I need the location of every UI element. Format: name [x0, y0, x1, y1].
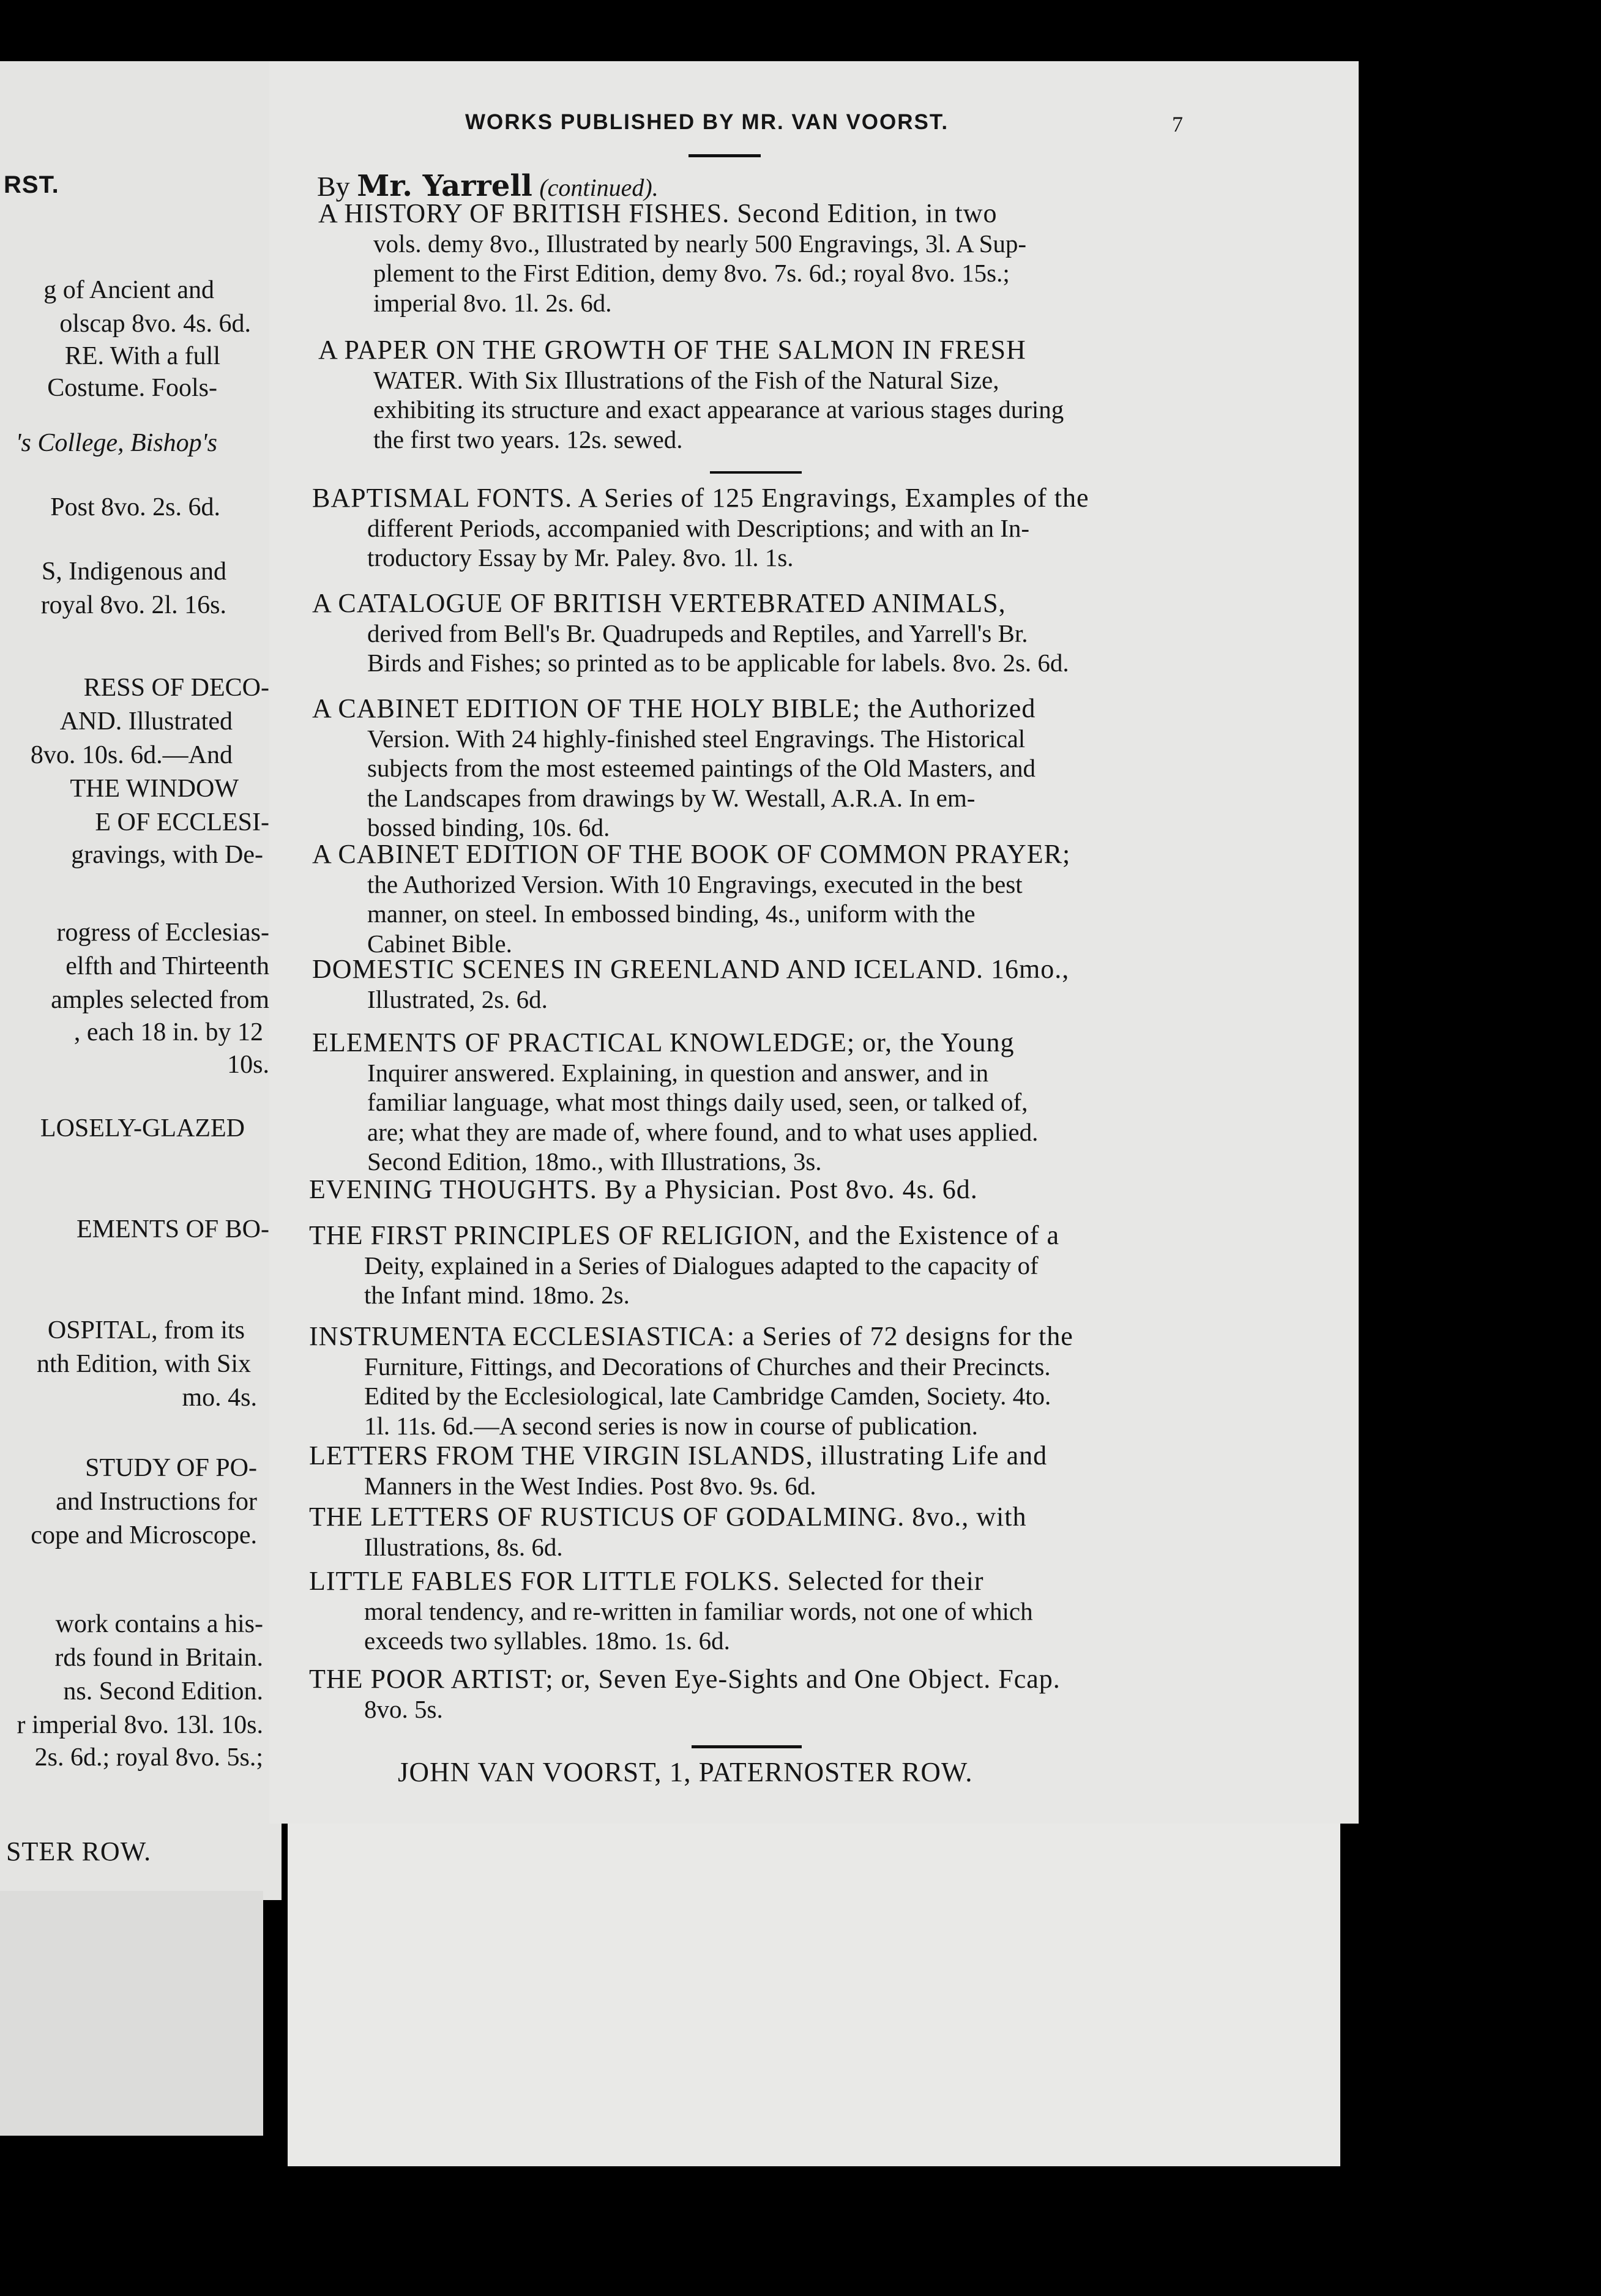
- entry-text-line: derived from Bell's Br. Quadrupeds and Reptiles, and Yarrell's Br.: [367, 619, 1028, 647]
- catalogue-entry: [309, 1322, 1175, 1441]
- catalogue-entry: [309, 1441, 1175, 1500]
- left-text-line: and Instructions for: [56, 1488, 257, 1516]
- left-page: [0, 61, 282, 1900]
- left-text-line: E OF ECCLESI-: [95, 808, 269, 837]
- left-text-line: 's College, Bishop's: [15, 429, 217, 457]
- left-running-head: RST.: [4, 171, 59, 198]
- entry-text-line: are; what they are made of, where found, and to what uses applied.: [367, 1117, 1039, 1146]
- left-text-line: elfth and Thirteenth: [65, 952, 269, 980]
- left-text-line: 8vo. 10s. 6d.—And: [30, 741, 233, 769]
- entry-title-line: A CABINET EDITION OF THE BOOK OF COMMON PRAYER;: [312, 839, 1071, 869]
- publisher-imprint: JOHN VAN VOORST, 1, PATERNOSTER ROW.: [398, 1757, 973, 1787]
- entry-text-line: exceeds two syllables. 18mo. 1s. 6d.: [364, 1627, 730, 1655]
- section-rule: [710, 471, 802, 474]
- entry-text-line: Inquirer answered. Explaining, in question and answer, and in: [367, 1058, 989, 1087]
- catalogue-entry: [312, 694, 1175, 843]
- right-page-lower-sheet: [288, 1824, 1340, 2166]
- entry-text-line: imperial 8vo. 1l. 2s. 6d.: [373, 288, 612, 317]
- entry-title-line: A CATALOGUE OF BRITISH VERTEBRATED ANIMALS,: [312, 588, 1006, 618]
- entry-title-line: ELEMENTS OF PRACTICAL KNOWLEDGE; or, the Young: [312, 1027, 1015, 1057]
- catalogue-entry: [309, 1221, 1175, 1310]
- entry-text-line: moral tendency, and re-written in familiar words, not one of which: [364, 1597, 1033, 1625]
- entry-text-line: the Landscapes from drawings by W. Westall, A.R.A. In em-: [367, 783, 976, 812]
- entry-text-line: Illustrated, 2s. 6d.: [367, 985, 548, 1013]
- author-name: Mr. Yarrell: [357, 169, 532, 203]
- catalogue-entry: [312, 840, 1175, 958]
- left-page-footer: STER ROW.: [6, 1836, 152, 1866]
- left-page-underside: [0, 1891, 263, 2136]
- catalogue-entry: [312, 1028, 1175, 1177]
- entry-text-line: the first two years. 12s. sewed.: [373, 425, 683, 453]
- entry-title-line: THE LETTERS OF RUSTICUS OF GODALMING. 8vo., with: [309, 1502, 1027, 1532]
- left-text-line: r imperial 8vo. 13l. 10s.: [17, 1711, 263, 1739]
- entry-title-line: INSTRUMENTA ECCLESIASTICA: a Series of 72 designs for the: [309, 1321, 1073, 1351]
- catalogue-entry: [309, 1567, 1175, 1656]
- left-text-line: , each 18 in. by 12: [73, 1018, 263, 1046]
- head-rule: [689, 154, 761, 157]
- left-text-line: g of Ancient and: [43, 276, 214, 304]
- left-text-line: LOSELY-GLAZED: [40, 1114, 245, 1142]
- entry-text-line: vols. demy 8vo., Illustrated by nearly 500 Engravings, 3l. A Sup-: [373, 229, 1027, 258]
- left-text-line: amples selected from: [51, 986, 269, 1014]
- left-text-line: Post 8vo. 2s. 6d.: [50, 493, 220, 521]
- author-prefix: By: [317, 171, 350, 202]
- entry-text-line: plement to the First Edition, demy 8vo. 7s. 6d.; royal 8vo. 15s.;: [373, 259, 1010, 287]
- entry-text-line: 8vo. 5s.: [364, 1694, 443, 1723]
- catalogue-entry: [309, 1175, 1175, 1205]
- running-head: WORKS PUBLISHED BY MR. VAN VOORST.: [465, 110, 949, 134]
- catalogue-entry: [318, 335, 1175, 454]
- left-text-line: AND. Illustrated: [59, 707, 233, 736]
- entry-text-line: Deity, explained in a Series of Dialogues adapted to the capacity of: [364, 1251, 1039, 1280]
- entry-title-line: A HISTORY OF BRITISH FISHES. Second Edition, in two: [318, 198, 998, 228]
- left-text-line: olscap 8vo. 4s. 6d.: [59, 310, 251, 338]
- left-text-line: nth Edition, with Six: [36, 1350, 251, 1378]
- entry-text-line: Furniture, Fittings, and Decorations of Churches and their Precincts.: [364, 1352, 1051, 1381]
- entry-text-line: different Periods, accompanied with Descriptions; and with an In-: [367, 513, 1030, 542]
- left-text-line: mo. 4s.: [182, 1384, 257, 1412]
- entry-text-line: Birds and Fishes; so printed as to be applicable for labels. 8vo. 2s. 6d.: [367, 649, 1069, 677]
- entry-title-line: A PAPER ON THE GROWTH OF THE SALMON IN FRESH: [318, 335, 1026, 365]
- entry-title-line: DOMESTIC SCENES IN GREENLAND AND ICELAND. 16mo.,: [312, 954, 1070, 984]
- entry-text-line: Version. With 24 highly-finished steel Engravings. The Historical: [367, 724, 1026, 753]
- entry-text-line: Second Edition, 18mo., with Illustrations, 3s.: [367, 1147, 822, 1176]
- entry-text-line: Edited by the Ecclesiological, late Cambridge Camden, Society. 4to.: [364, 1382, 1051, 1410]
- entry-title-line: BAPTISMAL FONTS. A Series of 125 Engravings, Examples of the: [312, 483, 1089, 513]
- entry-text-line: the Infant mind. 18mo. 2s.: [364, 1281, 630, 1309]
- entry-text-line: Manners in the West Indies. Post 8vo. 9s. 6d.: [364, 1471, 816, 1500]
- left-text-line: S, Indigenous and: [41, 557, 226, 586]
- entry-text-line: WATER. With Six Illustrations of the Fish of the Natural Size,: [373, 365, 999, 394]
- left-text-line: rds found in Britain.: [54, 1644, 263, 1672]
- left-text-line: work contains a his-: [55, 1610, 263, 1638]
- page-number: 7: [1172, 112, 1183, 136]
- left-text-line: royal 8vo. 2l. 16s.: [40, 591, 226, 619]
- entry-title-line: THE POOR ARTIST; or, Seven Eye-Sights and One Object. Fcap.: [309, 1664, 1061, 1694]
- catalogue-entry: [312, 483, 1175, 573]
- left-text-line: ns. Second Edition.: [63, 1677, 263, 1705]
- left-text-line: rogress of Ecclesias-: [56, 919, 269, 947]
- left-text-line: 10s.: [227, 1051, 269, 1079]
- entry-text-line: Illustrations, 8s. 6d.: [364, 1532, 563, 1561]
- entry-text-line: exhibiting its structure and exact appearance at various stages during: [373, 395, 1064, 423]
- author-continued: (continued).: [539, 174, 659, 201]
- catalogue-entry: [318, 199, 1175, 318]
- entry-text-line: manner, on steel. In embossed binding, 4s., uniform with the: [367, 900, 976, 928]
- entry-text-line: troductory Essay by Mr. Paley. 8vo. 1l. 1s.: [367, 543, 794, 572]
- entry-text-line: the Authorized Version. With 10 Engravings, executed in the best: [367, 870, 1023, 898]
- left-text-line: cope and Microscope.: [31, 1521, 257, 1549]
- left-text-line: OSPITAL, from its: [47, 1316, 245, 1344]
- left-text-line: THE WINDOW: [70, 775, 239, 803]
- left-text-line: gravings, with De-: [71, 841, 263, 869]
- left-text-line: Costume. Fools-: [47, 374, 217, 402]
- catalogue-entry: [312, 955, 1175, 1014]
- right-page: [269, 61, 1359, 1824]
- left-text-line: STUDY OF PO-: [85, 1454, 257, 1482]
- entry-title-line: LITTLE FABLES FOR LITTLE FOLKS. Selected for their: [309, 1566, 984, 1596]
- entry-text-line: bossed binding, 10s. 6d.: [367, 813, 610, 841]
- entry-text-line: Cabinet Bible.: [367, 929, 512, 958]
- entry-title-line: LETTERS FROM THE VIRGIN ISLANDS, illustrating Life and: [309, 1441, 1048, 1470]
- entry-title-line: EVENING THOUGHTS. By a Physician. Post 8vo. 4s. 6d.: [309, 1174, 978, 1204]
- left-text-line: RESS OF DECO-: [83, 674, 269, 702]
- left-text-line: RE. With a full: [64, 342, 220, 370]
- left-text-line: 2s. 6d.; royal 8vo. 5s.;: [34, 1743, 263, 1772]
- catalogue-entry: [312, 589, 1175, 678]
- catalogue-entry: [309, 1664, 1175, 1724]
- catalogue-entry: [309, 1502, 1175, 1562]
- left-text-line: EMENTS OF BO-: [76, 1215, 269, 1243]
- entry-text-line: familiar language, what most things daily used, seen, or talked of,: [367, 1088, 1028, 1116]
- entry-title-line: A CABINET EDITION OF THE HOLY BIBLE; the Authorized: [312, 693, 1036, 723]
- entry-title-line: THE FIRST PRINCIPLES OF RELIGION, and the Existence of a: [309, 1220, 1059, 1250]
- entry-text-line: subjects from the most esteemed paintings of the Old Masters, and: [367, 754, 1036, 782]
- footer-rule: [692, 1745, 802, 1748]
- entry-text-line: 1l. 11s. 6d.—A second series is now in course of publication.: [364, 1411, 978, 1440]
